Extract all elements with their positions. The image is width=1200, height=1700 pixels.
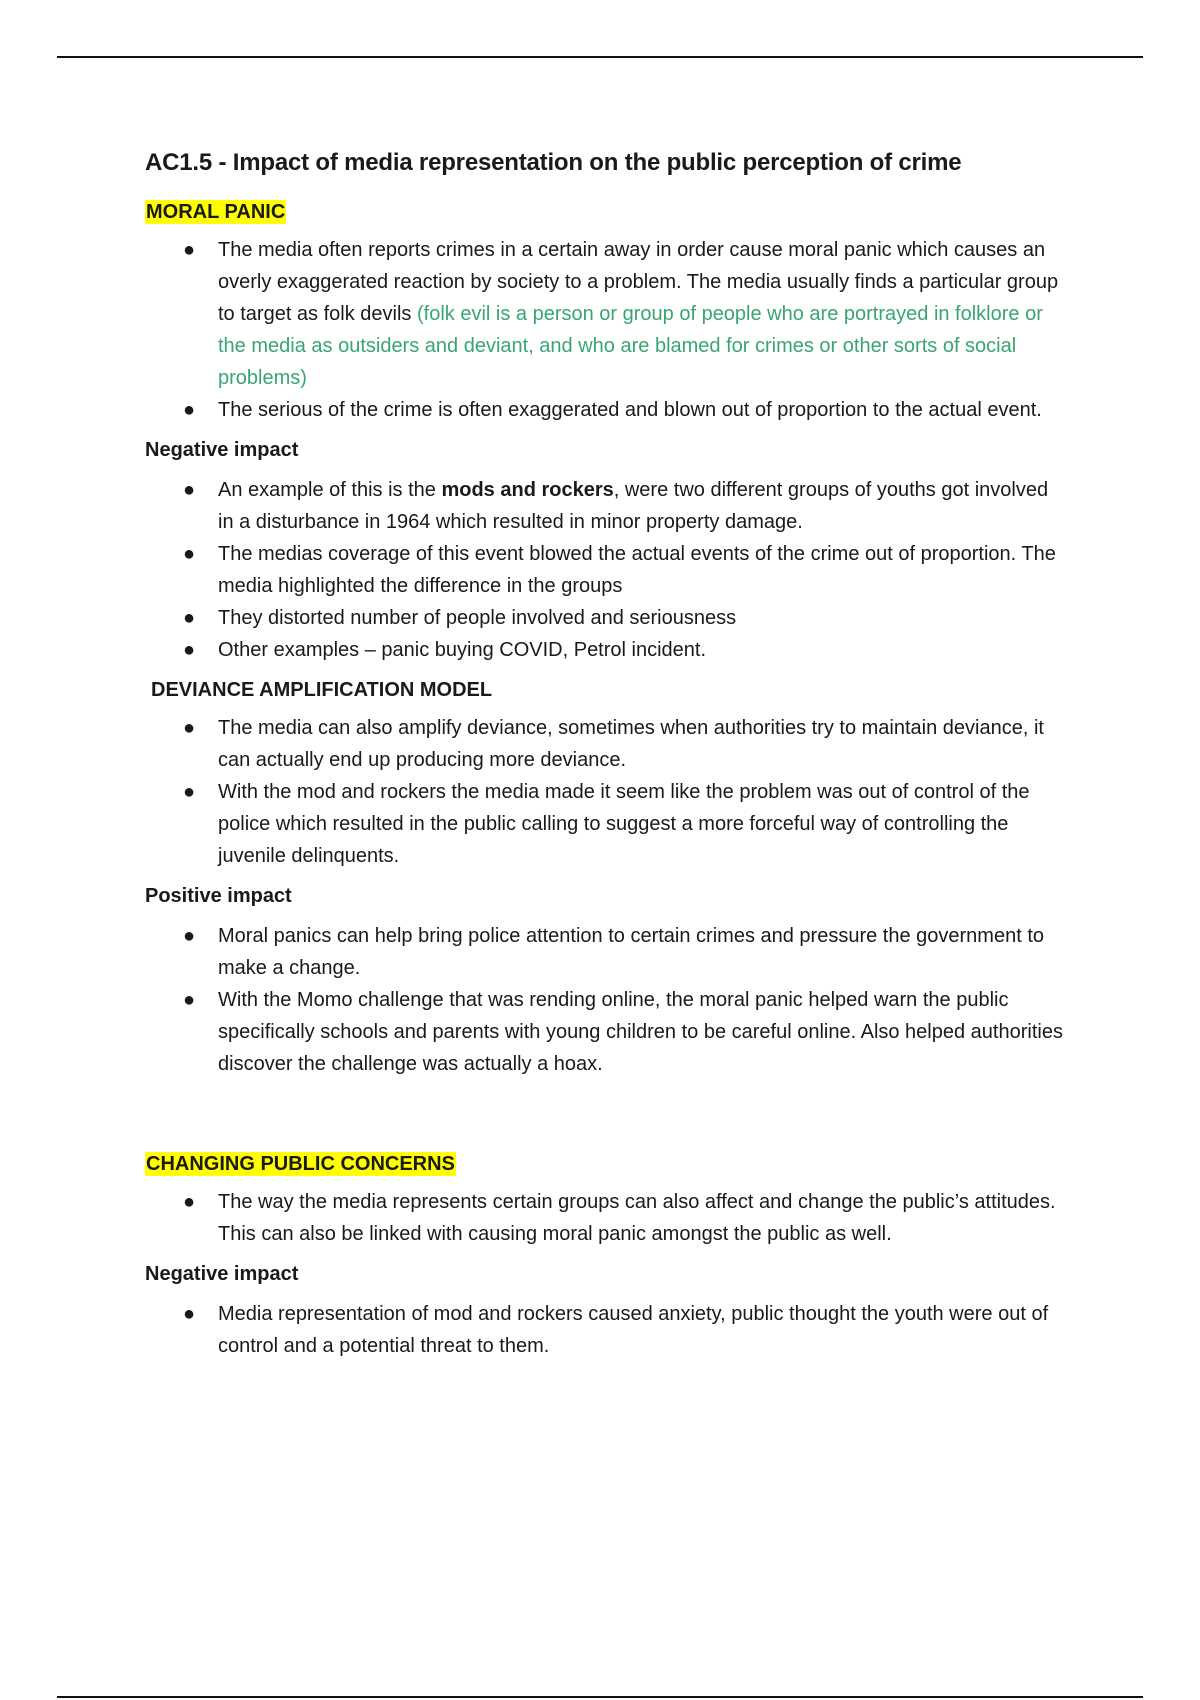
list-item	[145, 394, 1065, 426]
bullet-icon: ●	[183, 239, 196, 261]
header-rule	[57, 56, 1143, 58]
list-item	[145, 1298, 1065, 1362]
list-item	[145, 776, 1065, 872]
sub-heading-negative-impact-2: Negative impact	[145, 1263, 299, 1285]
section-heading-moral-panic	[145, 198, 1065, 226]
list-item-text: The way the media represents certain groups can also affect and change the public’s attitudes. This can also be linked with causing moral panic amongst the public as well.	[218, 1191, 1056, 1245]
bullet-icon: ●	[183, 781, 196, 803]
list-item	[145, 538, 1065, 602]
section-heading-changing-public-concerns	[145, 1150, 1065, 1178]
bullet-icon: ●	[183, 479, 196, 501]
list-item-text: The serious of the crime is often exaggerated and blown out of proportion to the actual event.	[218, 399, 1042, 421]
list-item-text: With the Momo challenge that was rending online, the moral panic helped warn the public specifically schools and parents with young children to be careful online. Also helped authorities discover the challenge was actually a hoax.	[218, 989, 1063, 1075]
bullet-icon: ●	[183, 543, 196, 565]
emphasis-text: mods and rockers	[441, 479, 614, 501]
list-item	[145, 234, 1065, 394]
list-item-text: They distorted number of people involved and seriousness	[218, 607, 737, 629]
highlighted-heading: CHANGING PUBLIC CONCERNS	[146, 1153, 455, 1175]
document-body	[145, 146, 1065, 1372]
list-item	[145, 634, 1065, 666]
bullet-icon: ●	[183, 989, 196, 1011]
bullet-icon: ●	[183, 925, 196, 947]
bullet-list-deviance	[145, 712, 1065, 872]
bullet-icon: ●	[183, 1191, 196, 1213]
bullet-icon: ●	[183, 1303, 196, 1325]
bullet-icon: ●	[183, 607, 196, 629]
sub-heading-positive-impact: Positive impact	[145, 885, 292, 907]
list-item	[145, 712, 1065, 776]
list-item	[145, 474, 1065, 538]
bullet-list-changing	[145, 1186, 1065, 1250]
highlighted-heading: MORAL PANIC	[146, 201, 286, 223]
list-item-text: , were two different groups of youths got involved in a disturbance in 1964 which resulted in minor property damage.	[218, 479, 1049, 533]
bullet-list-moral-panic	[145, 234, 1065, 426]
list-item	[145, 602, 1065, 634]
list-item-text: Moral panics can help bring police attention to certain crimes and pressure the government to make a change.	[218, 925, 1045, 979]
bullet-list-negative-impact	[145, 474, 1065, 666]
list-item-text: Media representation of mod and rockers caused anxiety, public thought the youth were out of control and a potential threat to them.	[218, 1303, 1049, 1357]
footer-rule	[57, 1696, 1143, 1698]
list-item-text: An example of this is the	[218, 479, 442, 501]
definition-text: (folk evil is a person or group of people who are portrayed in folklore or the media as outsiders and deviant, and who are blamed for crimes or other sorts of social problems)	[218, 303, 1043, 389]
section-heading-deviance-amplification: DEVIANCE AMPLIFICATION MODEL	[151, 679, 493, 701]
bullet-icon: ●	[183, 717, 196, 739]
bullet-list-negative-impact-2	[145, 1298, 1065, 1362]
list-item-text: The media often reports crimes in a certain away in order cause moral panic which causes an overly exaggerated reaction by society to a problem. The media usually finds a particular group to target as folk devils	[218, 239, 1059, 325]
bullet-icon: ●	[183, 399, 196, 421]
list-item	[145, 984, 1065, 1080]
list-item-text: With the mod and rockers the media made it seem like the problem was out of control of the police which resulted in the public calling to suggest a more forceful way of controlling the juvenile delinquents.	[218, 781, 1030, 867]
spacer	[145, 1090, 1065, 1150]
list-item	[145, 920, 1065, 984]
bullet-list-positive-impact	[145, 920, 1065, 1080]
sub-heading-negative-impact: Negative impact	[145, 439, 299, 461]
list-item-text: The media can also amplify deviance, sometimes when authorities try to maintain deviance, it can actually end up producing more deviance.	[218, 717, 1044, 771]
list-item-text: The medias coverage of this event blowed the actual events of the crime out of proportion. The media highlighted the difference in the groups	[218, 543, 1056, 597]
page-title: AC1.5 - Impact of media representation on the public perception of crime	[145, 149, 962, 176]
list-item	[145, 1186, 1065, 1250]
bullet-icon: ●	[183, 639, 196, 661]
list-item-text: Other examples – panic buying COVID, Petrol incident.	[218, 639, 707, 661]
